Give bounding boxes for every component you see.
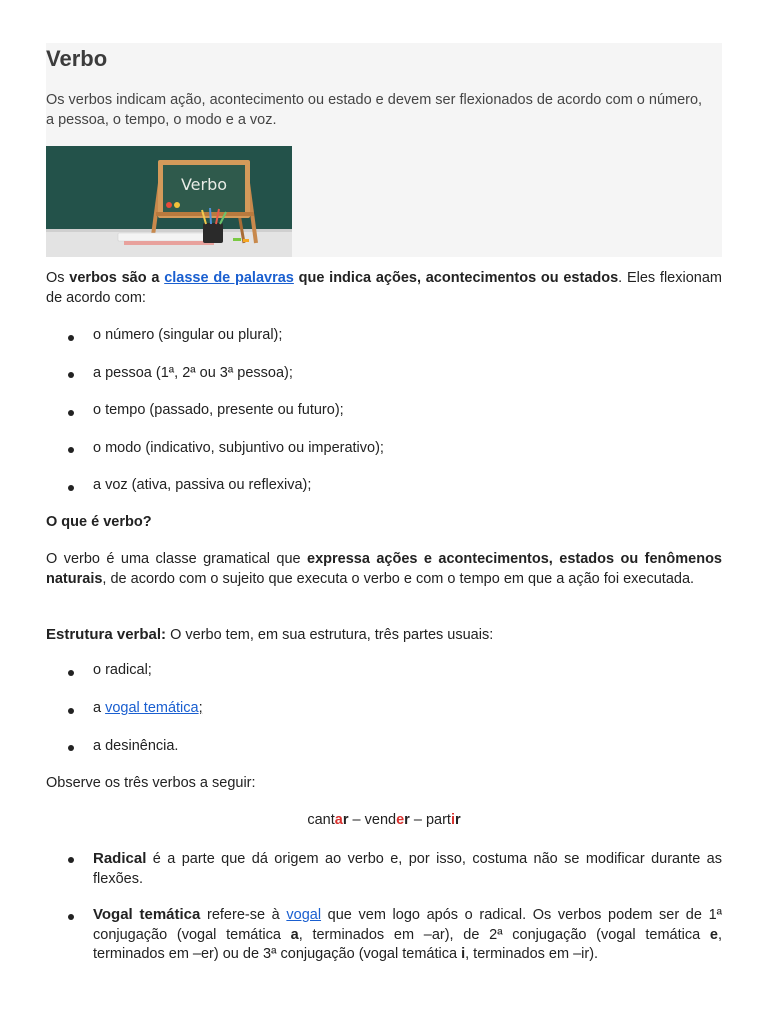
p2-text-start: O verbo é uma classe gramatical que — [46, 551, 308, 567]
article-title: Verbo — [46, 46, 108, 71]
verbs-example — [46, 811, 722, 831]
list-item: o modo (indicativo, subjuntivo ou imperativo); — [93, 440, 384, 456]
vowel-e: e — [709, 926, 718, 943]
list-item: a desinência. — [93, 738, 179, 754]
p2-bold: expressa ações e acontecimentos, estados ou fenômenos naturais — [46, 551, 722, 587]
list-item: o radical; — [93, 662, 152, 678]
chalkboard-illustration — [46, 146, 292, 257]
list-item: a pessoa (1ª, 2ª ou 3ª pessoa); — [93, 365, 293, 381]
vowel-i: i — [461, 946, 466, 962]
p1-text-start: Os — [46, 270, 70, 286]
paragraph-observe: Observe os três verbos a seguir: — [46, 775, 256, 791]
link-vogal-tematica[interactable]: vogal temática — [105, 700, 199, 716]
paragraph-estrutura-verbal — [46, 625, 722, 646]
bullet — [68, 372, 74, 378]
list-item-prefix: a — [93, 700, 106, 716]
verb-thematic-vowel: i — [450, 812, 455, 828]
vogal-text: que vem logo após o radical. Os verbos podem ser de 1ª conjugação (vogal temática — [93, 907, 723, 943]
vowel-a: a — [290, 926, 299, 943]
list-item: a voz (ativa, passiva ou reflexiva); — [93, 477, 312, 493]
bullet — [68, 670, 74, 676]
verb-separator: – — [348, 812, 365, 828]
verb-separator: – — [409, 812, 426, 828]
bullet — [68, 410, 74, 416]
bullet — [68, 485, 74, 491]
p1-bold-end: que indica ações, acontecimentos ou estados — [293, 270, 619, 286]
bullet — [68, 447, 74, 453]
verb-stem: cant — [307, 812, 335, 828]
verb-stem: vend — [364, 812, 397, 828]
vogal-text: , terminados em –er) ou de 3ª conjugação (vogal temática — [93, 926, 722, 962]
link-vogal[interactable]: vogal — [286, 907, 322, 923]
verb-ending: r — [454, 812, 461, 828]
bullet — [68, 914, 74, 920]
section-heading-o-que-e-verbo: O que é verbo? — [46, 514, 152, 530]
list-item: o tempo (passado, presente ou futuro); — [93, 402, 344, 418]
bullet — [68, 745, 74, 751]
list-item-suffix: ; — [198, 700, 203, 716]
vogal-text: refere-se à — [200, 907, 287, 923]
verb-ending: r — [342, 812, 349, 828]
list-item-vogal-tematica-definition — [93, 905, 722, 965]
vogal-text: , terminados em –ar), de 2ª conjugação (vogal temática — [298, 926, 710, 943]
link-classe-de-palavras[interactable]: classe de palavras — [164, 270, 294, 286]
p2-text-end: , de acordo com o sujeito que executa o verbo e com o tempo em que a ação foi executada. — [102, 570, 695, 587]
radical-description: é a parte que dá origem ao verbo e, por isso, costuma não se modificar durante as flexões. — [93, 851, 722, 887]
verb-ending: r — [404, 812, 410, 828]
article-intro: Os verbos indicam ação, acontecimento ou estado e devem ser flexionados de acordo com o número, a pessoa, o tempo, o modo e a voz. — [46, 92, 703, 128]
verb-thematic-vowel: e — [396, 812, 405, 828]
p1-text-end: . Eles flexionam de acordo com: — [46, 270, 722, 306]
bullet — [68, 335, 74, 341]
list-item: o número (singular ou plural); — [93, 327, 283, 343]
verb-stem: part — [425, 812, 451, 828]
estrutura-verbal-label: Estrutura verbal: — [46, 626, 167, 643]
p1-bold-start: verbos são a — [69, 270, 165, 286]
chalkboard-text: Verbo — [180, 175, 228, 194]
term-radical: Radical — [93, 850, 147, 867]
estrutura-verbal-text: O verbo tem, em sua estrutura, três partes usuais: — [166, 627, 494, 643]
vogal-text: , terminados em –ir). — [465, 946, 599, 962]
bullet — [68, 708, 74, 714]
term-vogal-tematica: Vogal temática — [93, 906, 201, 923]
verb-thematic-vowel: a — [334, 812, 343, 828]
paragraph-o-que-e-verbo — [46, 550, 722, 589]
list-item-radical — [93, 849, 722, 889]
paragraph-definition — [46, 269, 722, 308]
bullet — [68, 857, 74, 863]
list-item-vogal-tematica — [93, 699, 722, 719]
